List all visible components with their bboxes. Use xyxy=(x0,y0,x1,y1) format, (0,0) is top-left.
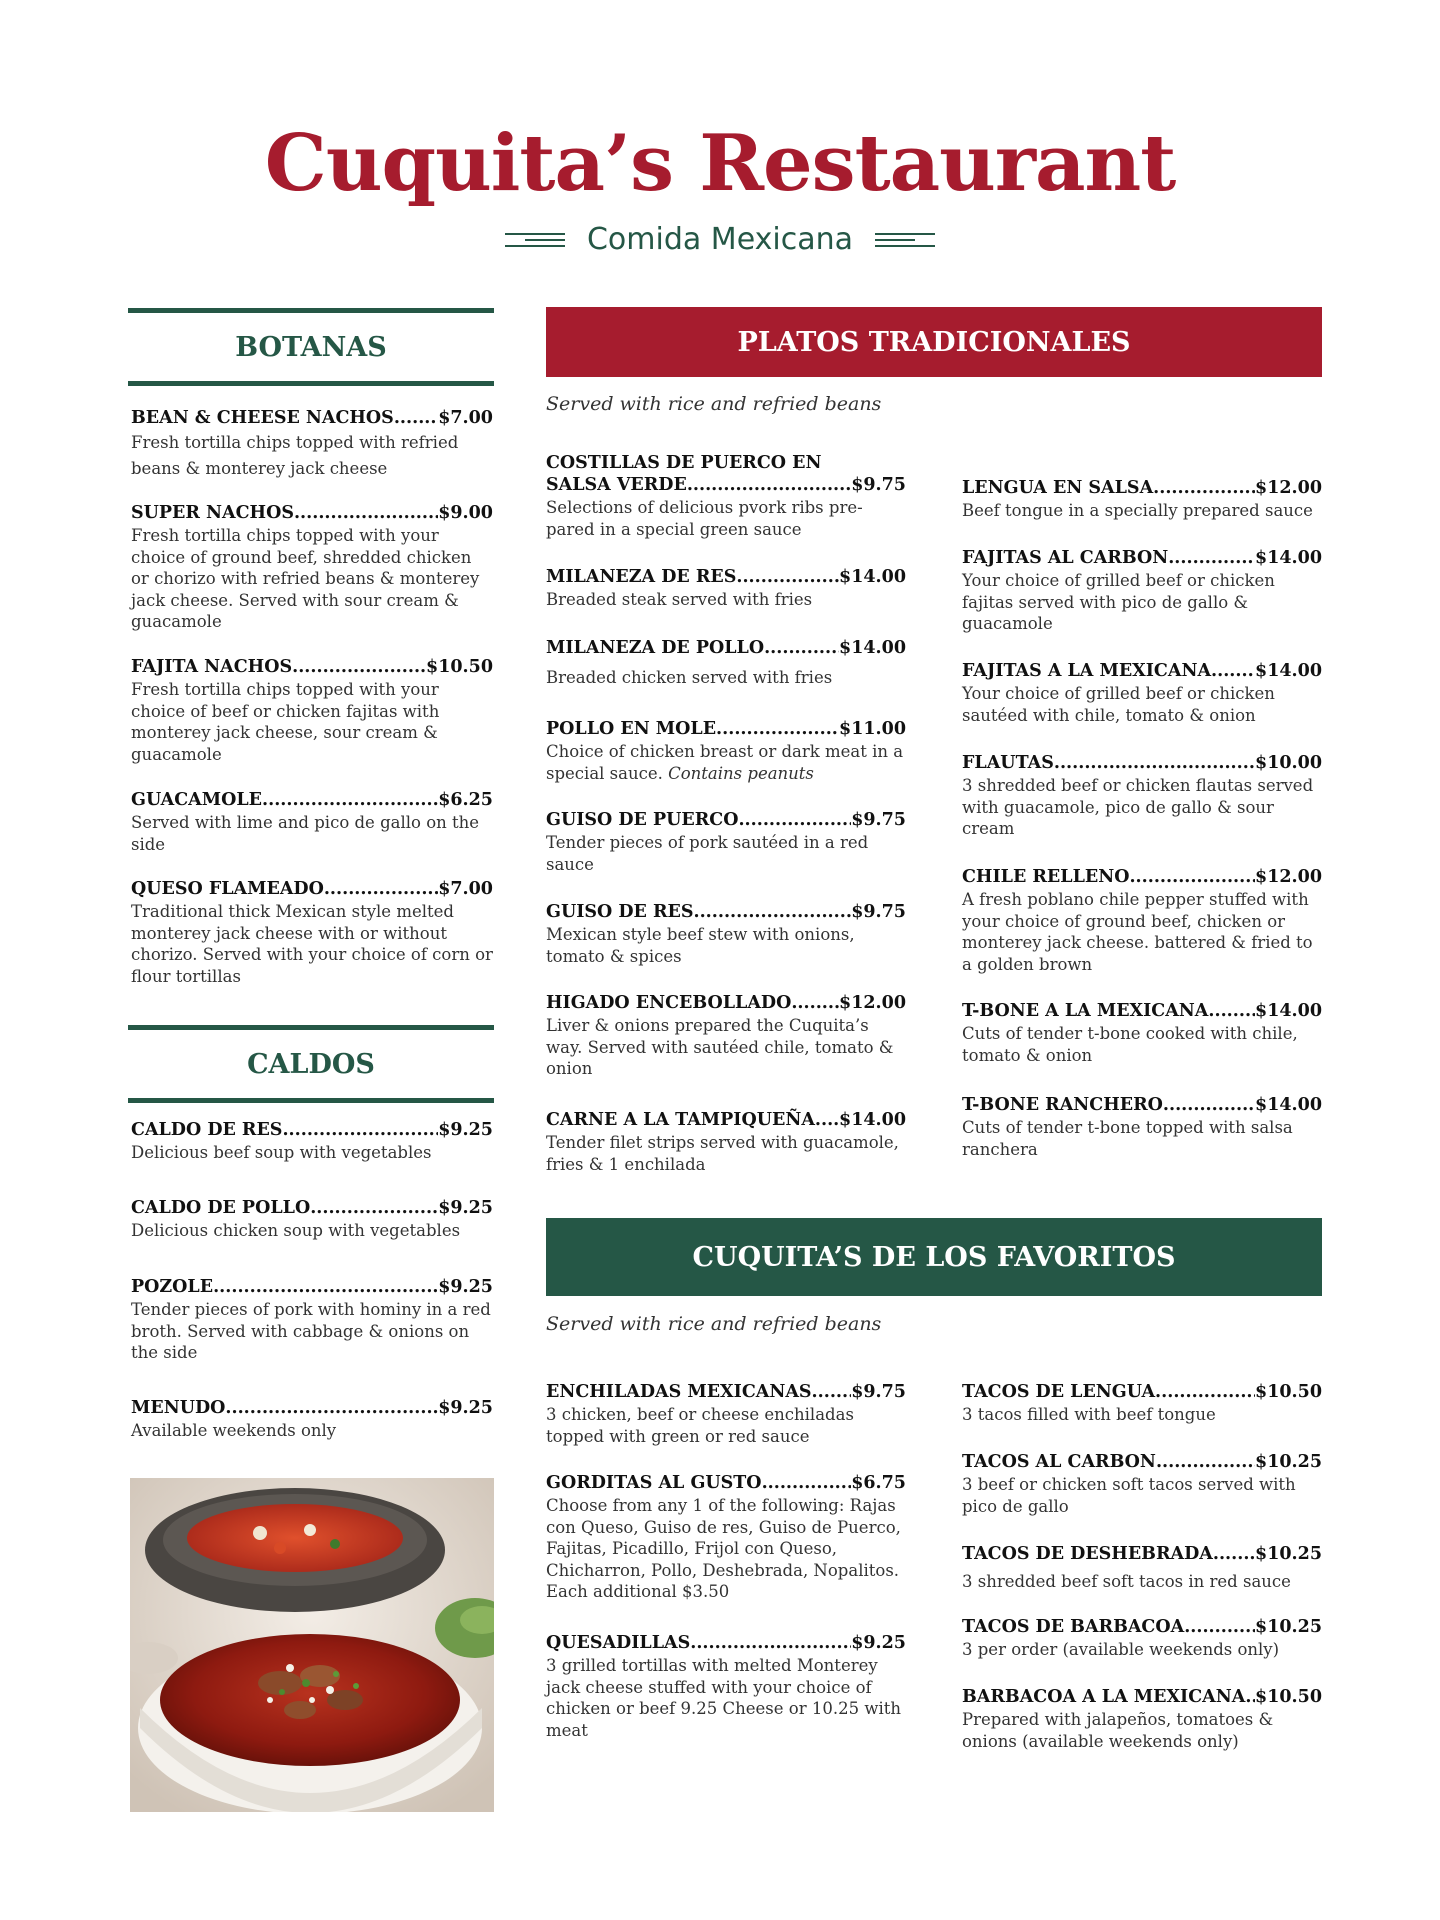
item-name: HIGADO ENCEBOLLADO xyxy=(546,993,792,1013)
item-description: 3 chicken, beef or cheese enchiladas topped with green or red sauce xyxy=(546,1405,854,1446)
item-price: $14.00 xyxy=(839,567,906,587)
item-name: FLAUTAS xyxy=(962,753,1054,773)
menu-item xyxy=(962,1686,1322,1752)
item-description: Choose from any 1 of the following: Rajas con Queso, Guiso de res, Guiso de Puerco, Fajitas, Picadillo, Frijol con Queso, Chicharron, Pollo, Deshebrada, Nopalitos. Each additional $3.50 xyxy=(546,1496,901,1601)
favoritos-note: Served with rice and refried beans xyxy=(546,1313,882,1335)
item-description: 3 tacos filled with beef tongue xyxy=(962,1405,1216,1424)
item-name: BEAN & CHEESE NACHOS xyxy=(131,408,394,428)
item-price: $14.00 xyxy=(839,638,906,658)
item-price: $9.25 xyxy=(438,1120,493,1140)
item-name: GUISO DE RES xyxy=(546,902,694,922)
item-price: $14.00 xyxy=(1255,548,1322,568)
item-name: FAJITAS AL CARBON xyxy=(962,548,1169,568)
item-name: FAJITA NACHOS xyxy=(131,657,293,677)
item-name: TACOS AL CARBON xyxy=(962,1452,1156,1472)
item-name: QUESADILLAS xyxy=(546,1633,691,1653)
food-photo xyxy=(130,1478,494,1812)
menu-item xyxy=(546,1632,906,1741)
item-name: T-BONE RANCHERO xyxy=(962,1095,1163,1115)
menu-item xyxy=(131,1276,493,1364)
menu-item xyxy=(546,637,906,689)
item-description: 3 beef or chicken soft tacos served with pico de gallo xyxy=(962,1475,1296,1516)
menu-item xyxy=(962,1381,1322,1426)
allergen-note: Contains peanuts xyxy=(668,763,814,783)
menu-item xyxy=(962,1000,1322,1066)
decorative-lines-left xyxy=(505,233,565,247)
item-name: CALDO DE RES xyxy=(131,1120,283,1140)
item-name: BARBACOA A LA MEXICANA xyxy=(962,1687,1246,1707)
item-price: $9.25 xyxy=(438,1398,493,1418)
item-description: Traditional thick Mexican style melted monterey jack cheese with or without chorizo. Served with your choice of corn or flour tortillas xyxy=(131,902,493,986)
menu-item xyxy=(962,477,1322,522)
item-name: FAJITAS A LA MEXICANA xyxy=(962,661,1212,681)
item-price: $14.00 xyxy=(1255,661,1322,681)
item-description: Fresh tortilla chips topped with your choice of ground beef, shredded chicken or chorizo with refried beans & monterey jack cheese. Served with sour cream & guacamole xyxy=(131,526,480,631)
menu-item xyxy=(546,718,906,784)
item-description: Prepared with jalapeños, tomatoes & onions (available weekends only) xyxy=(962,1710,1274,1751)
item-price: $10.25 xyxy=(1255,1544,1322,1564)
item-description: Your choice of grilled beef or chicken fajitas served with pico de gallo & guacamole xyxy=(962,571,1275,633)
menu-item xyxy=(131,1119,493,1164)
item-price: $9.25 xyxy=(851,1633,906,1653)
item-description: Available weekends only xyxy=(131,1421,337,1440)
item-price: $14.00 xyxy=(1255,1095,1322,1115)
item-price: $6.25 xyxy=(438,790,493,810)
item-name: GORDITAS AL GUSTO xyxy=(546,1473,762,1493)
item-price: $10.50 xyxy=(426,657,493,677)
item-description: Delicious beef soup with vegetables xyxy=(131,1143,432,1162)
menu-item xyxy=(962,1543,1322,1593)
item-name: CHILE RELLENO xyxy=(962,867,1130,887)
menu-item xyxy=(962,1451,1322,1517)
item-name: TACOS DE DESHEBRADA xyxy=(962,1544,1213,1564)
menu-item xyxy=(546,1472,906,1603)
menu-item xyxy=(962,866,1322,975)
platos-tradicionales-banner: PLATOS TRADICIONALES xyxy=(546,307,1322,377)
item-name: TACOS DE BARBACOA xyxy=(962,1617,1185,1637)
item-name: T-BONE A LA MEXICANA xyxy=(962,1001,1209,1021)
item-price: $7.00 xyxy=(438,408,493,428)
item-price: $9.00 xyxy=(438,503,493,523)
menu-item xyxy=(546,566,906,611)
restaurant-title: Cuquita’s Restaurant xyxy=(264,118,1176,209)
item-description: Fresh tortilla chips topped with refried beans & monterey jack cheese xyxy=(131,433,459,478)
item-price: $11.00 xyxy=(839,719,906,739)
item-price: $12.00 xyxy=(1255,478,1322,498)
favoritos-banner: CUQUITA’S DE LOS FAVORITOS xyxy=(546,1218,1322,1296)
item-description: 3 shredded beef or chicken flautas served with guacamole, pico de gallo & sour cream xyxy=(962,776,1314,838)
item-price: $9.75 xyxy=(851,1382,906,1402)
item-name: GUISO DE PUERCO xyxy=(546,810,739,830)
menu-item xyxy=(962,1616,1322,1661)
item-name: CALDO DE POLLO xyxy=(131,1198,311,1218)
item-name: GUACAMOLE xyxy=(131,790,263,810)
menu-item xyxy=(131,502,493,633)
platos-note: Served with rice and refried beans xyxy=(546,393,882,415)
item-description: Breaded chicken served with fries xyxy=(546,668,833,687)
menu-item xyxy=(546,809,906,875)
item-description: Beef tongue in a specially prepared sauce xyxy=(962,501,1313,520)
item-price: $9.25 xyxy=(438,1198,493,1218)
menu-item xyxy=(131,789,493,855)
item-description: Selections of delicious pvork ribs pre-pared in a special green sauce xyxy=(546,498,863,539)
item-name: LENGUA EN SALSA xyxy=(962,478,1154,498)
item-price: $9.75 xyxy=(851,475,906,495)
menu-item xyxy=(962,1094,1322,1160)
menu-item xyxy=(131,1197,493,1242)
item-price: $14.00 xyxy=(839,1110,906,1130)
item-name: SUPER NACHOS xyxy=(131,503,294,523)
item-name: CARNE A LA TAMPIQUEÑA xyxy=(546,1110,815,1130)
item-name: SALSA VERDE xyxy=(546,475,687,495)
menu-item xyxy=(131,878,493,987)
menu-item xyxy=(546,452,906,540)
decorative-lines-right xyxy=(875,233,935,247)
item-price: $9.75 xyxy=(851,810,906,830)
item-price: $14.00 xyxy=(1255,1001,1322,1021)
menu-item xyxy=(131,1397,493,1442)
item-price: $12.00 xyxy=(1255,867,1322,887)
item-name: MENUDO xyxy=(131,1398,226,1418)
item-name: QUESO FLAMEADO xyxy=(131,879,324,899)
item-description: Tender pieces of pork with hominy in a red broth. Served with cabbage & onions on the side xyxy=(131,1300,491,1362)
item-name-line1: COSTILLAS DE PUERCO EN xyxy=(546,453,822,473)
botanas-heading: BOTANAS xyxy=(128,308,494,386)
item-name: MILANEZA DE POLLO xyxy=(546,638,765,658)
item-description: Your choice of grilled beef or chicken sautéed with chile, tomato & onion xyxy=(962,684,1275,725)
item-description: Delicious chicken soup with vegetables xyxy=(131,1221,461,1240)
item-price: $9.25 xyxy=(438,1277,493,1297)
item-description: Choice of chicken breast or dark meat in a special sauce. Contains peanuts xyxy=(546,742,904,783)
item-description: Fresh tortilla chips topped with your choice of beef or chicken fajitas with monterey jack cheese, sour cream & guacamole xyxy=(131,680,440,764)
item-description: 3 shredded beef soft tacos in red sauce xyxy=(962,1572,1291,1591)
item-description: Tender filet strips served with guacamole, fries & 1 enchilada xyxy=(546,1133,899,1174)
item-price: $10.25 xyxy=(1255,1617,1322,1637)
menu-item xyxy=(546,992,906,1080)
item-price: $6.75 xyxy=(851,1473,906,1493)
item-description: 3 grilled tortillas with melted Monterey jack cheese stuffed with your choice of chicken or beef 9.25 Cheese or 10.25 with meat xyxy=(546,1656,901,1740)
menu-item xyxy=(546,1381,906,1447)
item-name: ENCHILADAS MEXICANAS xyxy=(546,1382,812,1402)
item-price: $7.00 xyxy=(438,879,493,899)
item-name: MILANEZA DE RES xyxy=(546,567,737,587)
item-description: 3 per order (available weekends only) xyxy=(962,1640,1280,1659)
item-description: A fresh poblano chile pepper stuffed with your choice of ground beef, chicken or monterey jack cheese. battered & fried to a golden brown xyxy=(962,890,1313,974)
item-description: Cuts of tender t-bone topped with salsa ranchera xyxy=(962,1118,1293,1159)
item-name: TACOS DE LENGUA xyxy=(962,1382,1156,1402)
item-description: Liver & onions prepared the Cuquita’s way. Served with sautéed chile, tomato & onion xyxy=(546,1016,894,1078)
item-description: Mexican style beef stew with onions, tomato & spices xyxy=(546,925,855,966)
menu-item xyxy=(131,407,493,482)
menu-item xyxy=(962,752,1322,840)
item-name: POLLO EN MOLE xyxy=(546,719,717,739)
item-description: Breaded steak served with fries xyxy=(546,590,813,609)
menu-item xyxy=(962,547,1322,635)
menu-item xyxy=(546,1109,906,1175)
item-price: $12.00 xyxy=(839,993,906,1013)
item-price: $10.00 xyxy=(1255,753,1322,773)
item-price: $10.50 xyxy=(1255,1687,1322,1707)
menu-item xyxy=(962,660,1322,726)
item-description: Served with lime and pico de gallo on the side xyxy=(131,813,480,854)
menu-item xyxy=(131,656,493,765)
menu-item xyxy=(546,901,906,967)
pozole-bowl-illustration xyxy=(130,1478,494,1812)
item-price: $9.75 xyxy=(851,902,906,922)
caldos-heading: CALDOS xyxy=(128,1025,494,1103)
item-price: $10.50 xyxy=(1255,1382,1322,1402)
item-name: POZOLE xyxy=(131,1277,214,1297)
item-description: Tender pieces of pork sautéed in a red sauce xyxy=(546,833,869,874)
item-description: Cuts of tender t-bone cooked with chile, tomato & onion xyxy=(962,1024,1298,1065)
subtitle-row xyxy=(0,222,1440,257)
item-price: $10.25 xyxy=(1255,1452,1322,1472)
restaurant-subtitle: Comida Mexicana xyxy=(586,222,853,257)
